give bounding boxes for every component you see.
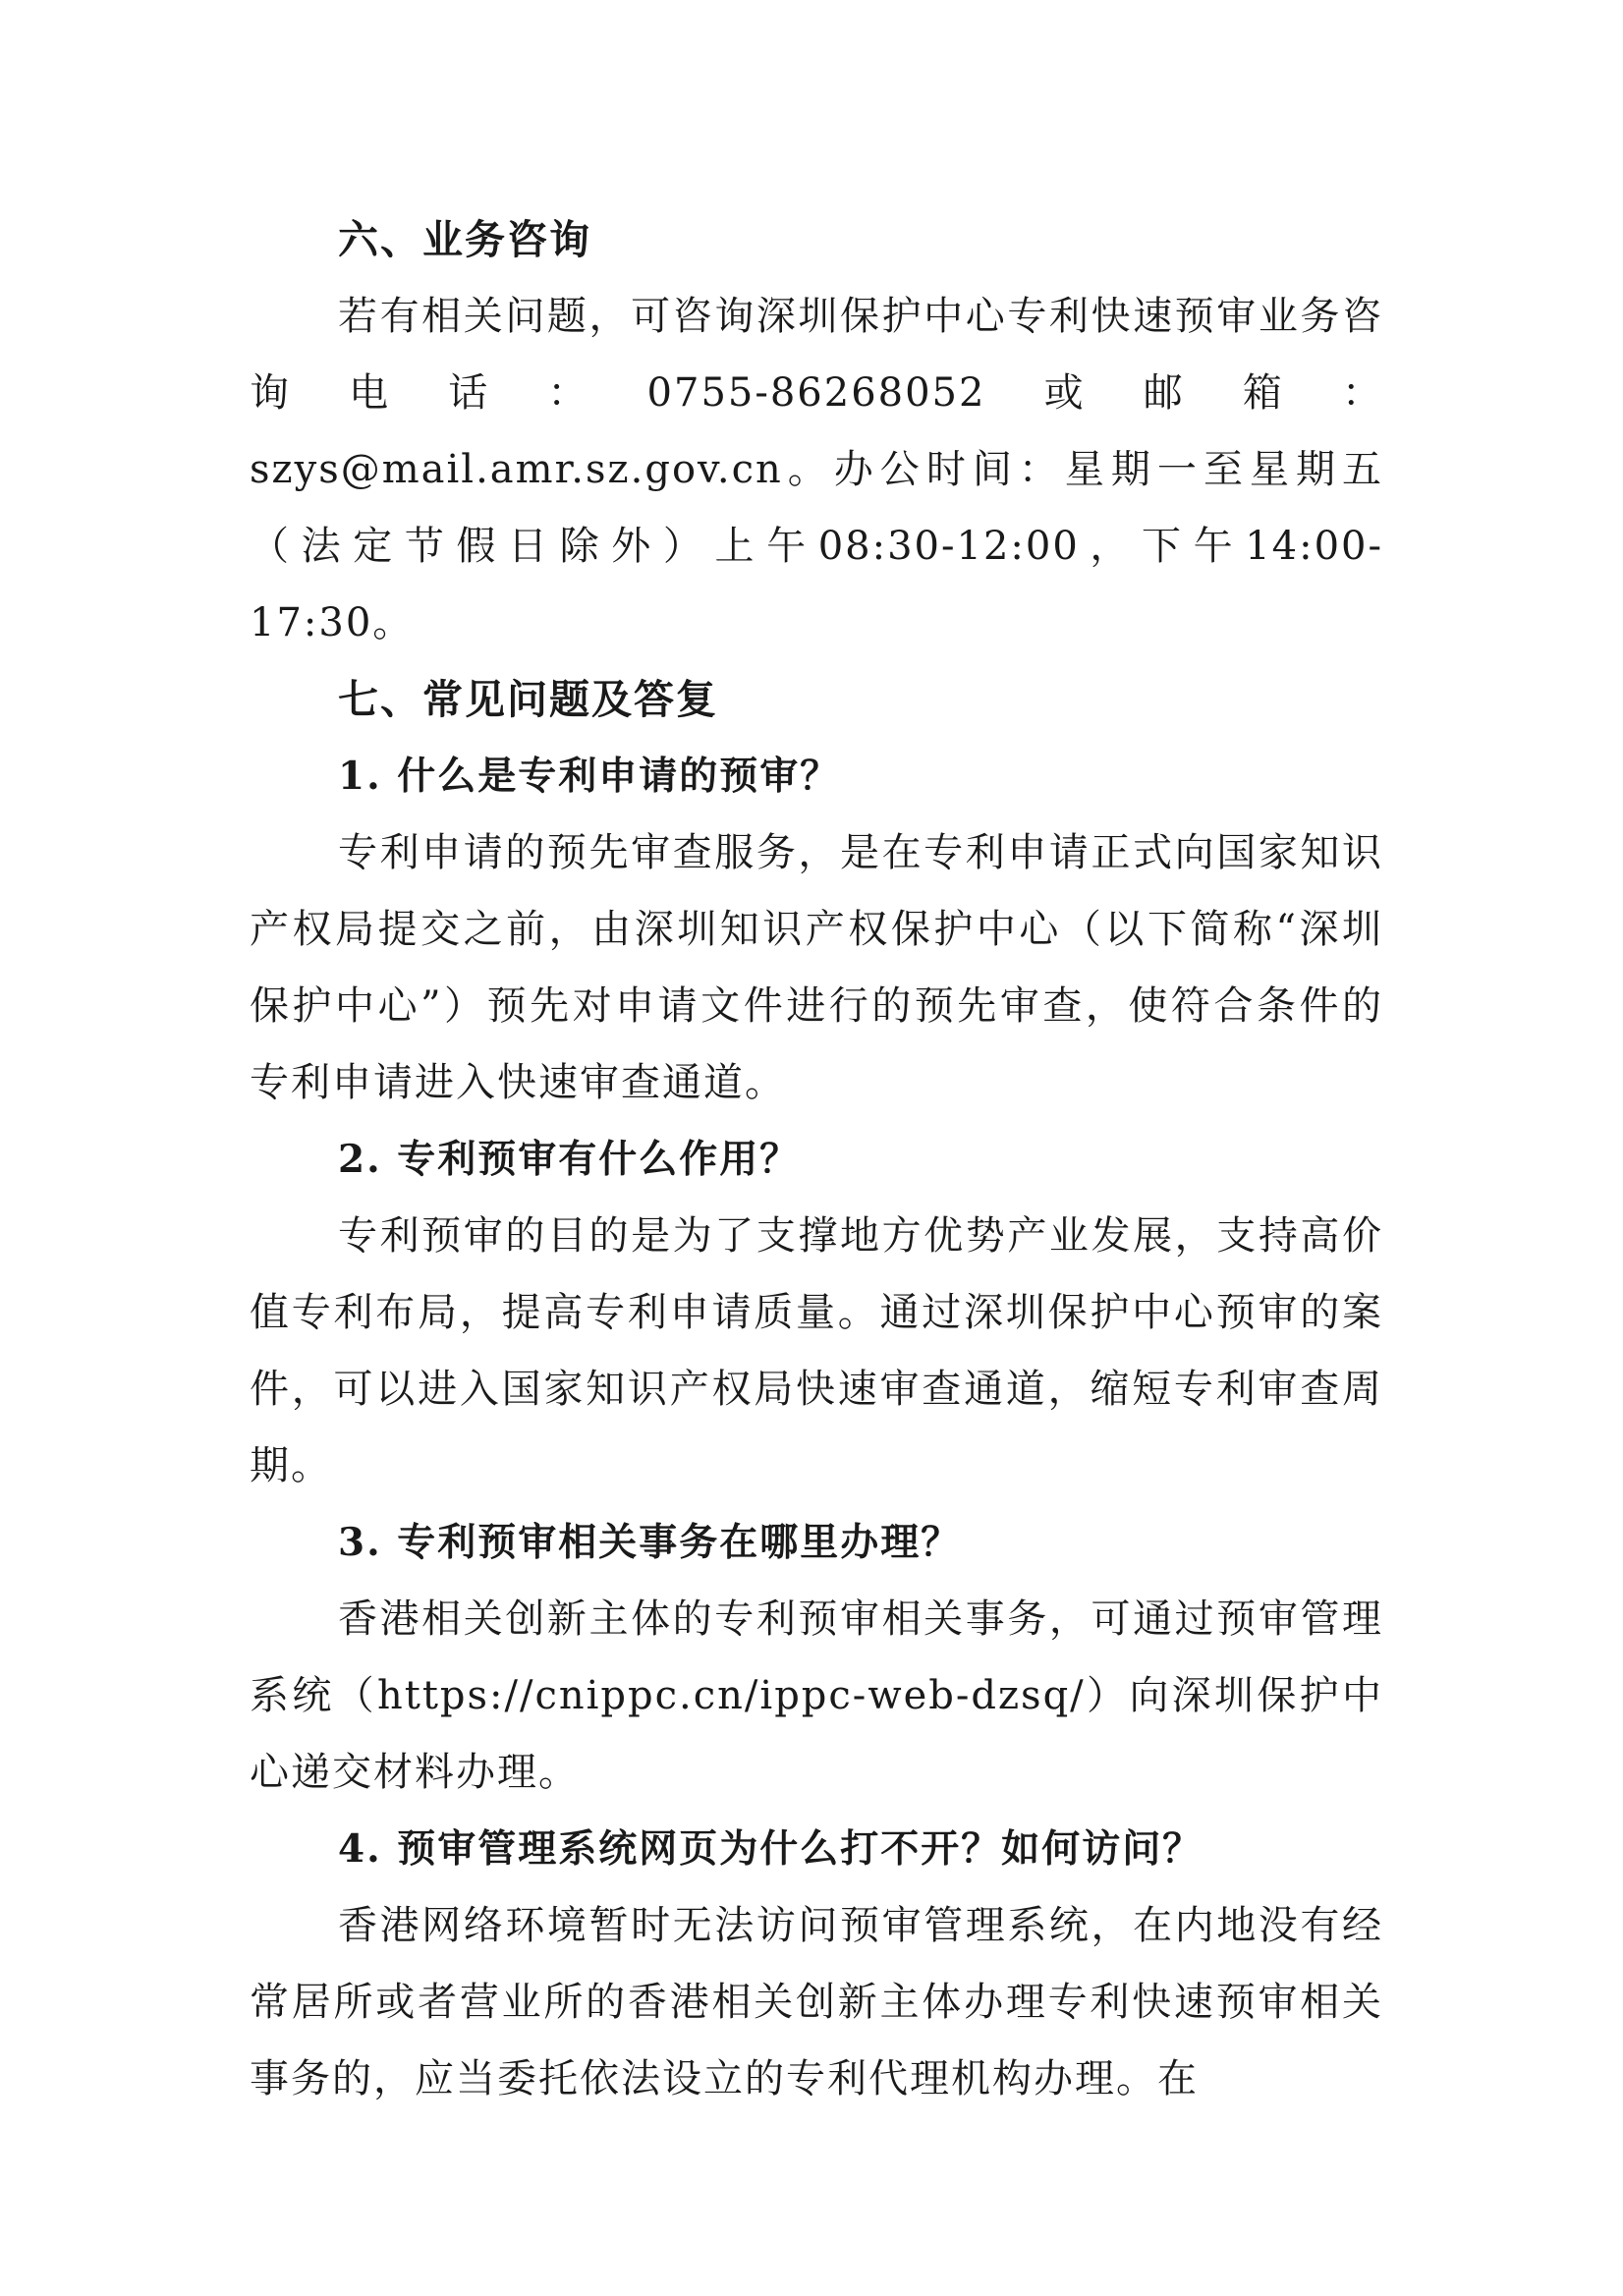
faq-answer-3: 香港相关创新主体的专利预审相关事务，可通过预审管理系统（https://cnippc.cn/ippc-web-dzsq/）向深圳保护中心递交材料办理。 xyxy=(250,1596,1383,1795)
faq-answer-4: 香港网络环境暂时无法访问预审管理系统，在内地没有经常居所或者营业所的香港相关创新主体办理专利快速预审相关事务的，应当委托依法设立的专利代理机构办理。在 xyxy=(250,1903,1383,2101)
section-heading-business-consultation: 六、业务咨询 xyxy=(338,216,591,263)
consultation-paragraph: 若有相关问题，可咨询深圳保护中心专利快速预审业务咨询电话：0755-86268052或邮箱：szys@mail.amr.sz.gov.cn。办公时间：星期一至星期五（法定节假日除外）上午08:30-12:00，下午14:00-17:30。 xyxy=(250,294,1383,645)
faq-answer-1: 专利申请的预先审查服务，是在专利申请正式向国家知识产权局提交之前，由深圳知识产权保护中心（以下简称“深圳保护中心”）预先对申请文件进行的预先审查，使符合条件的专利申请进入快速审查通道。 xyxy=(250,830,1383,1105)
faq-question-2: 2. 专利预审有什么作用？ xyxy=(338,1137,801,1182)
document-body xyxy=(250,201,1383,2117)
section-heading-faq: 七、常见问题及答复 xyxy=(338,676,718,723)
faq-answer-2: 专利预审的目的是为了支撑地方优势产业发展，支持高价值专利布局，提高专利申请质量。通过深圳保护中心预审的案件，可以进入国家知识产权局快速审查通道，缩短专利审查周期。 xyxy=(250,1213,1383,1488)
faq-question-3: 3. 专利预审相关事务在哪里办理？ xyxy=(338,1520,962,1565)
faq-question-1: 1. 什么是专利申请的预审？ xyxy=(338,754,841,799)
faq-question-4: 4. 预审管理系统网页为什么打不开？如何访问？ xyxy=(338,1826,1203,1872)
